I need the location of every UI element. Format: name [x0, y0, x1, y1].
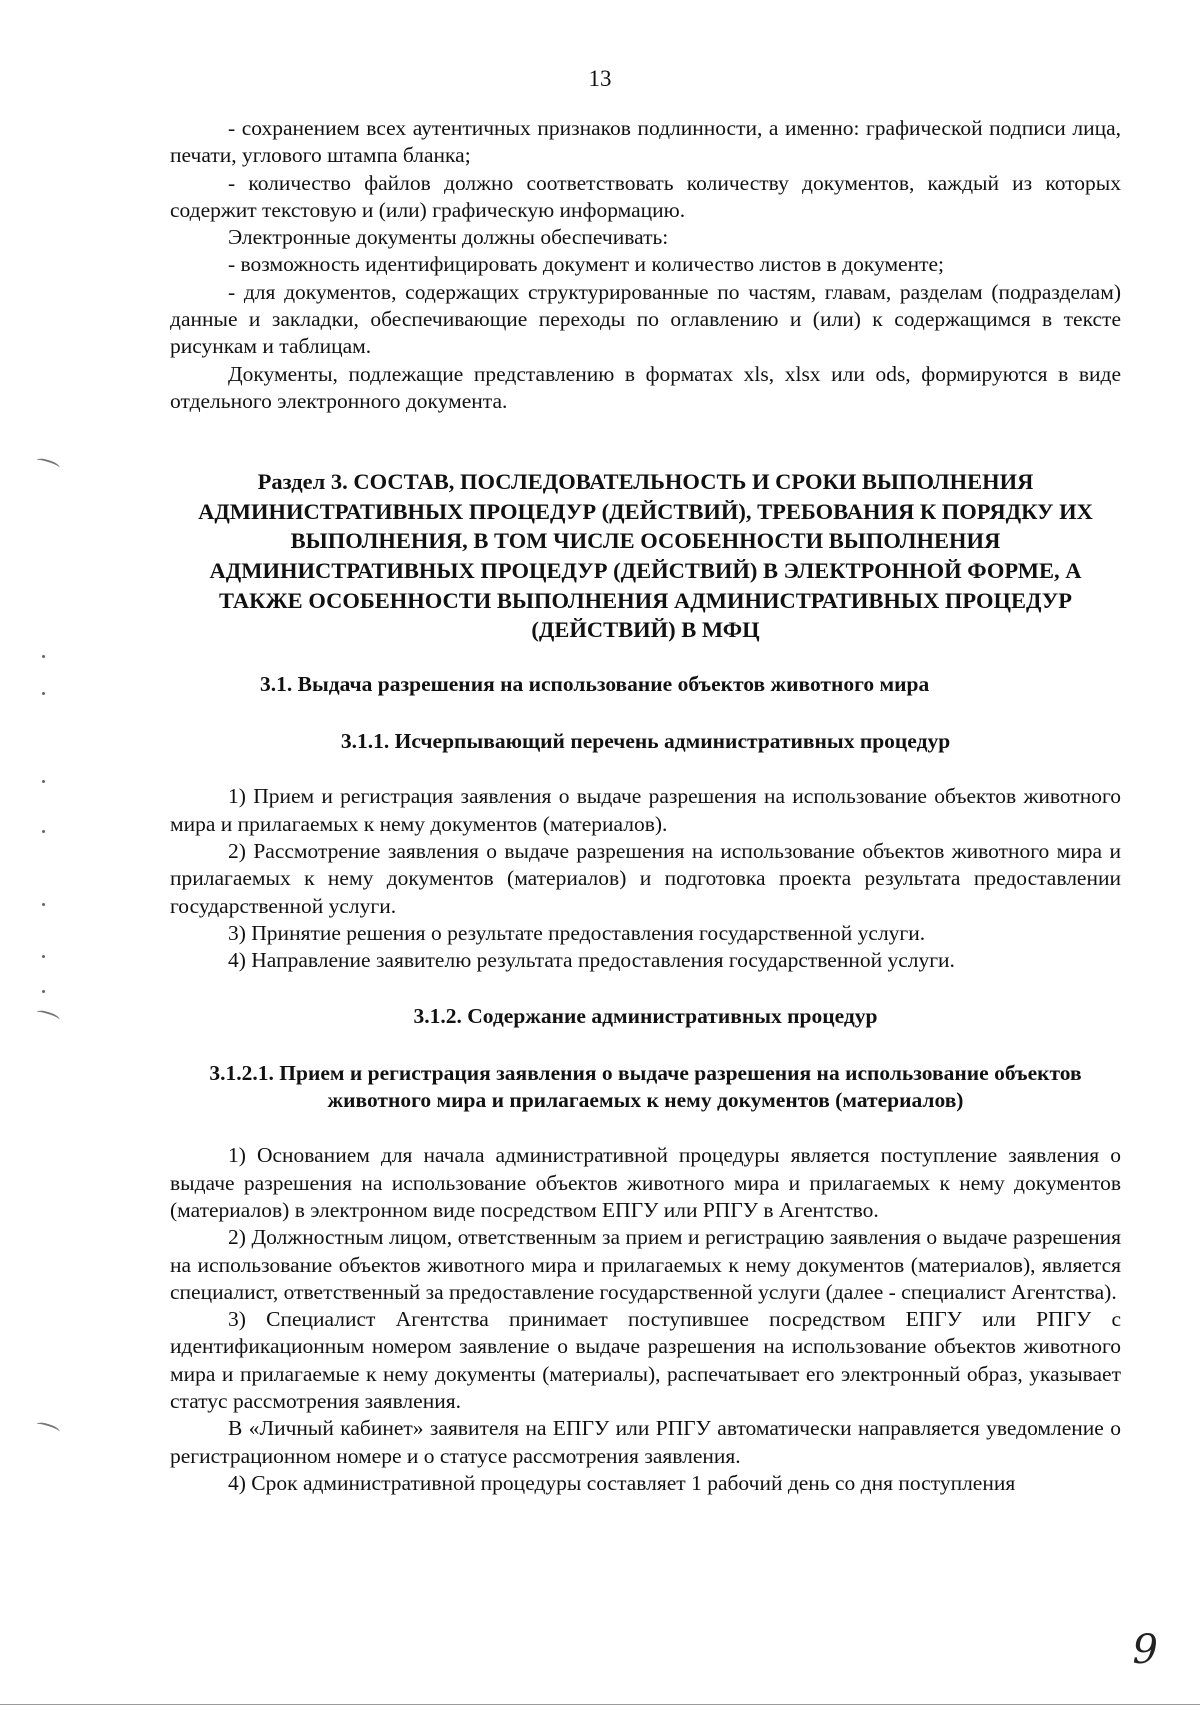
page-number: 13 — [588, 66, 612, 91]
section-heading: Раздел 3. СОСТАВ, ПОСЛЕДОВАТЕЛЬНОСТЬ И СРОКИ ВЫПОЛНЕНИЯ АДМИНИСТРАТИВНЫХ ПРОЦЕДУР (ДЕЙСТВИЙ), ТРЕБОВАНИЯ К ПОРЯДКУ ИХ ВЫПОЛНЕНИЯ, В ТОМ ЧИСЛЕ ОСОБЕННОСТИ ВЫПОЛНЕНИЯ АДМИНИСТРАТИВНЫХ ПРОЦЕДУР (ДЕЙСТВИЙ) В ЭЛЕКТРОННОЙ ФОРМЕ, А ТАКЖЕ ОСОБЕННОСТИ ВЫПОЛНЕНИЯ АДМИНИСТРАТИВНЫХ ПРОЦЕДУР (ДЕЙСТВИЙ) В МФЦ — [198, 469, 1093, 643]
paragraph: 3) Специалист Агентства принимает поступившее посредством ЕПГУ или РПГУ с идентификационным номером заявление о выдаче разрешения на использование объектов животного мира и прилагаемые к нему документы (материалы), распечатывает его электронный образ, указывает статус рассмотрения заявления. — [170, 1307, 1121, 1414]
list-item: 3) Принятие решения о результате предоставления государственной услуги. — [228, 920, 926, 945]
paragraph: 4) Срок административной процедуры составляет 1 рабочий день со дня поступления — [228, 1470, 1016, 1495]
paragraph: - количество файлов должно соответствовать количеству документов, каждый из которых содержит текстовую и (или) графическую информацию. — [170, 170, 1121, 222]
paragraph: 2) Должностным лицом, ответственным за прием и регистрацию заявления о выдаче разрешения на использование объектов животного мира и прилагаемых к нему документов (материалов), является специалист, ответственный за предоставление государственной услуги (далее - специалист Агентства). — [170, 1225, 1121, 1304]
paragraph: - возможность идентифицировать документ и количество листов в документе; — [228, 252, 945, 277]
scan-mark — [35, 1008, 60, 1023]
scan-dot — [42, 903, 45, 906]
scan-dot — [42, 955, 45, 958]
scan-dot — [42, 692, 45, 695]
paragraph: - сохранением всех аутентичных признаков подлинности, а именно: графической подписи лица, печати, углового штампа бланка; — [170, 116, 1121, 168]
scan-dot — [42, 780, 45, 783]
paragraph: Электронные документы должны обеспечивать: — [228, 225, 669, 250]
paragraph: Документы, подлежащие представлению в форматах xls, xlsx или ods, формируются в виде отдельного электронного документа. — [170, 361, 1121, 413]
scan-mark — [35, 456, 60, 471]
scan-dot — [42, 655, 45, 658]
list-item: 4) Направление заявителю результата предоставления государственной услуги. — [228, 948, 955, 973]
scan-mark — [35, 1420, 60, 1435]
subsection-heading-3-1-1: 3.1.1. Исчерпывающий перечень административных процедур — [340, 729, 951, 754]
scan-dot — [42, 990, 45, 993]
subsection-heading-3-1-2: 3.1.2. Содержание административных процедур — [413, 1003, 878, 1028]
paragraph: 1) Основанием для начала административной процедуры является поступление заявления о выдаче разрешения на использование объектов животного мира и прилагаемых к нему документов (материалов) в электронном виде посредством ЕПГУ или РПГУ в Агентство. — [170, 1143, 1121, 1222]
scan-edge-line — [0, 1704, 1200, 1705]
subsection-heading-3-1: 3.1. Выдача разрешения на использование объектов животного мира — [260, 671, 930, 696]
scan-dot — [42, 830, 45, 833]
list-item: 2) Рассмотрение заявления о выдаче разрешения на использование объектов животного мира и прилагаемых к нему документов (материалов) и подготовка проекта результата предоставлении государственной услуги. — [170, 839, 1121, 918]
paragraph: - для документов, содержащих структурированные по частям, главам, разделам (подразделам) данные и закладки, обеспечивающие переходы по оглавлению и (или) к содержащимся в тексте рисункам и таблицам. — [170, 279, 1121, 359]
list-item: 1) Прием и регистрация заявления о выдаче разрешения на использование объектов животного мира и прилагаемых к нему документов (материалов). — [170, 784, 1121, 836]
document-body — [170, 115, 1121, 1497]
subsection-heading-3-1-2-1: 3.1.2.1. Прием и регистрация заявления о выдаче разрешения на использование объектов животного мира и прилагаемых к нему документов (материалов) — [209, 1060, 1082, 1113]
handwritten-page-mark: 9 — [1132, 1627, 1158, 1673]
paragraph: В «Личный кабинет» заявителя на ЕПГУ или РПГУ автоматически направляется уведомление о регистрационном номере и о статусе рассмотрения заявления. — [170, 1416, 1121, 1468]
